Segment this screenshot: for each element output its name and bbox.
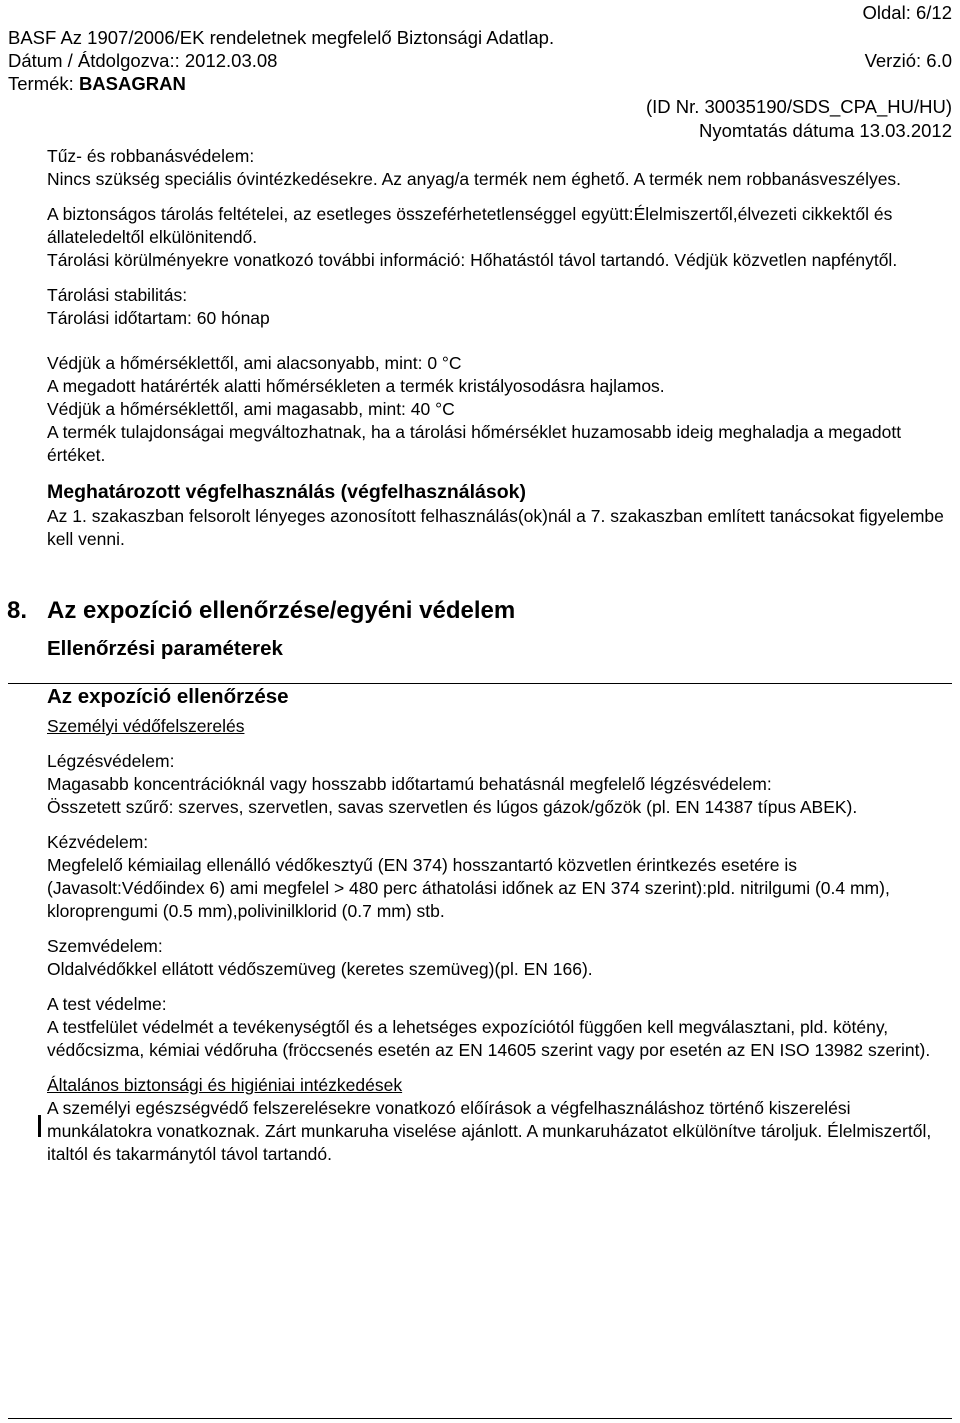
storage-duration: Tárolási időtartam: 60 hónap — [47, 308, 270, 328]
hand-heading: Kézvédelem: — [47, 832, 149, 852]
print-date: Nyomtatás dátuma 13.03.2012 — [699, 120, 952, 141]
end-use-text: Az 1. szakaszban felsorolt lényeges azonosított felhasználás(ok)nál a 7. szakaszban említett tanácsokat figyelembe kell venni. — [47, 506, 944, 549]
temp-low: Védjük a hőmérséklettől, ami alacsonyabb, mint: 0 °C — [47, 353, 462, 373]
storage-info: Tárolási körülményekre vonatkozó további információ: Hőhatástól távol tartandó. Védjük közvetlen napfénytől. — [47, 250, 898, 270]
section-8-heading — [7, 595, 952, 635]
revision-marker — [38, 1115, 41, 1137]
ppe-heading: Személyi védőfelszerelés — [47, 716, 245, 736]
eye-text: Oldalvédőkkel ellátott védőszemüveg (keretes szemüveg)(pl. EN 166). — [47, 959, 593, 979]
end-use-heading: Meghatározott végfelhasználás (végfelhasználások) — [47, 481, 526, 503]
version: Verzió: 6.0 — [864, 50, 952, 71]
control-parameters-heading: Ellenőrzési paraméterek — [47, 637, 283, 660]
section-number: 8. — [7, 597, 28, 624]
product-name: BASAGRAN — [78, 73, 186, 94]
fire-text: Nincs szükség speciális óvintézkedésekre. Az anyag/a termék nem éghető. A termék nem robbanásveszélyes. — [47, 169, 902, 189]
respiratory-text-2: Összetett szűrő: szerves, szervetlen, savas szervetlen és lúgos gázok/gőzök (pl. EN 14387 típus ABEK). — [47, 797, 858, 817]
document-body — [7, 145, 952, 1166]
temp-low-note: A megadott határérték alatti hőmérsékleten a termék kristályosodásra hajlamos. — [47, 376, 665, 396]
hygiene-text: A személyi egészségvédő felszerelésekre vonatkozó előírások a végfelhasználáshoz történő kiszerelési munkálatokra vonatkoznak. Zárt munkaruha viselése ajánlott. A munkaruházatot elkülönítve tároljuk. Élelmiszertől, italtól és takarmánytól távol tartandó. — [47, 1098, 932, 1164]
storage-conditions: A biztonságos tárolás feltételei, az esetleges összeférhetetlenséggel együtt:Élelmiszertől,élvezeti cikkektől és állateledeltől elkülönitendő. — [47, 204, 893, 247]
hygiene-heading: Általános biztonsági és higiéniai intézkedések — [47, 1075, 403, 1095]
page-bottom-rule — [8, 1418, 952, 1419]
revision-date: Dátum / Átdolgozva:: 2012.03.08 — [8, 50, 278, 71]
eye-heading: Szemvédelem: — [47, 936, 163, 956]
body-protection-heading: A test védelme: — [47, 994, 167, 1014]
document-header — [0, 0, 960, 150]
body-protection-text: A testfelület védelmét a tevékenységtől és a lehetséges expozíciótól függően kell megválasztani, pld. kötény, védőcsizma, kémiai védőruha (fröccsenés esetén az EN 14605 szerint vagy por esetén az EN ISO 13982 szerint). — [47, 1017, 931, 1060]
section-title: Az expozíció ellenőrzése/egyéni védelem — [47, 597, 516, 624]
section-divider — [8, 683, 952, 684]
stability-heading: Tárolási stabilitás: — [47, 285, 188, 305]
exposure-control-heading: Az expozíció ellenőrzése — [47, 685, 289, 708]
page-number: Oldal: 6/12 — [862, 2, 952, 23]
hand-text: Megfelelő kémiailag ellenálló védőkesztyű (EN 374) hosszantartó közvetlen érintkezés esetére is (Javasolt:Védőindex 6) ami megfelel > 480 perc áthatolási időnek az EN 374 szerint):pld. nitrilgumi (0.4 mm), kloroprengumi (0.5 mm),polivinilklorid (0.7 mm) stb. — [47, 855, 890, 921]
respiratory-heading: Légzésvédelem: — [47, 751, 175, 771]
fire-heading: Tűz- és robbanásvédelem: — [47, 146, 255, 166]
product-label: Termék: — [8, 73, 79, 94]
temp-high-note: A termék tulajdonságai megváltozhatnak, ha a tárolási hőmérséklet huzamosabb ideig meghaladja a megadott értéket. — [47, 422, 902, 465]
product — [8, 73, 186, 95]
document-id: (ID Nr. 30035190/SDS_CPA_HU/HU) — [645, 96, 952, 117]
temp-high: Védjük a hőmérséklettől, ami magasabb, mint: 40 °C — [47, 399, 455, 419]
document-title: BASF Az 1907/2006/EK rendeletnek megfelelő Biztonsági Adatlap. — [8, 27, 555, 48]
respiratory-text-1: Magasabb koncentrációknál vagy hosszabb időtartamú behatásnál megfelelő légzésvédelem: — [47, 774, 772, 794]
